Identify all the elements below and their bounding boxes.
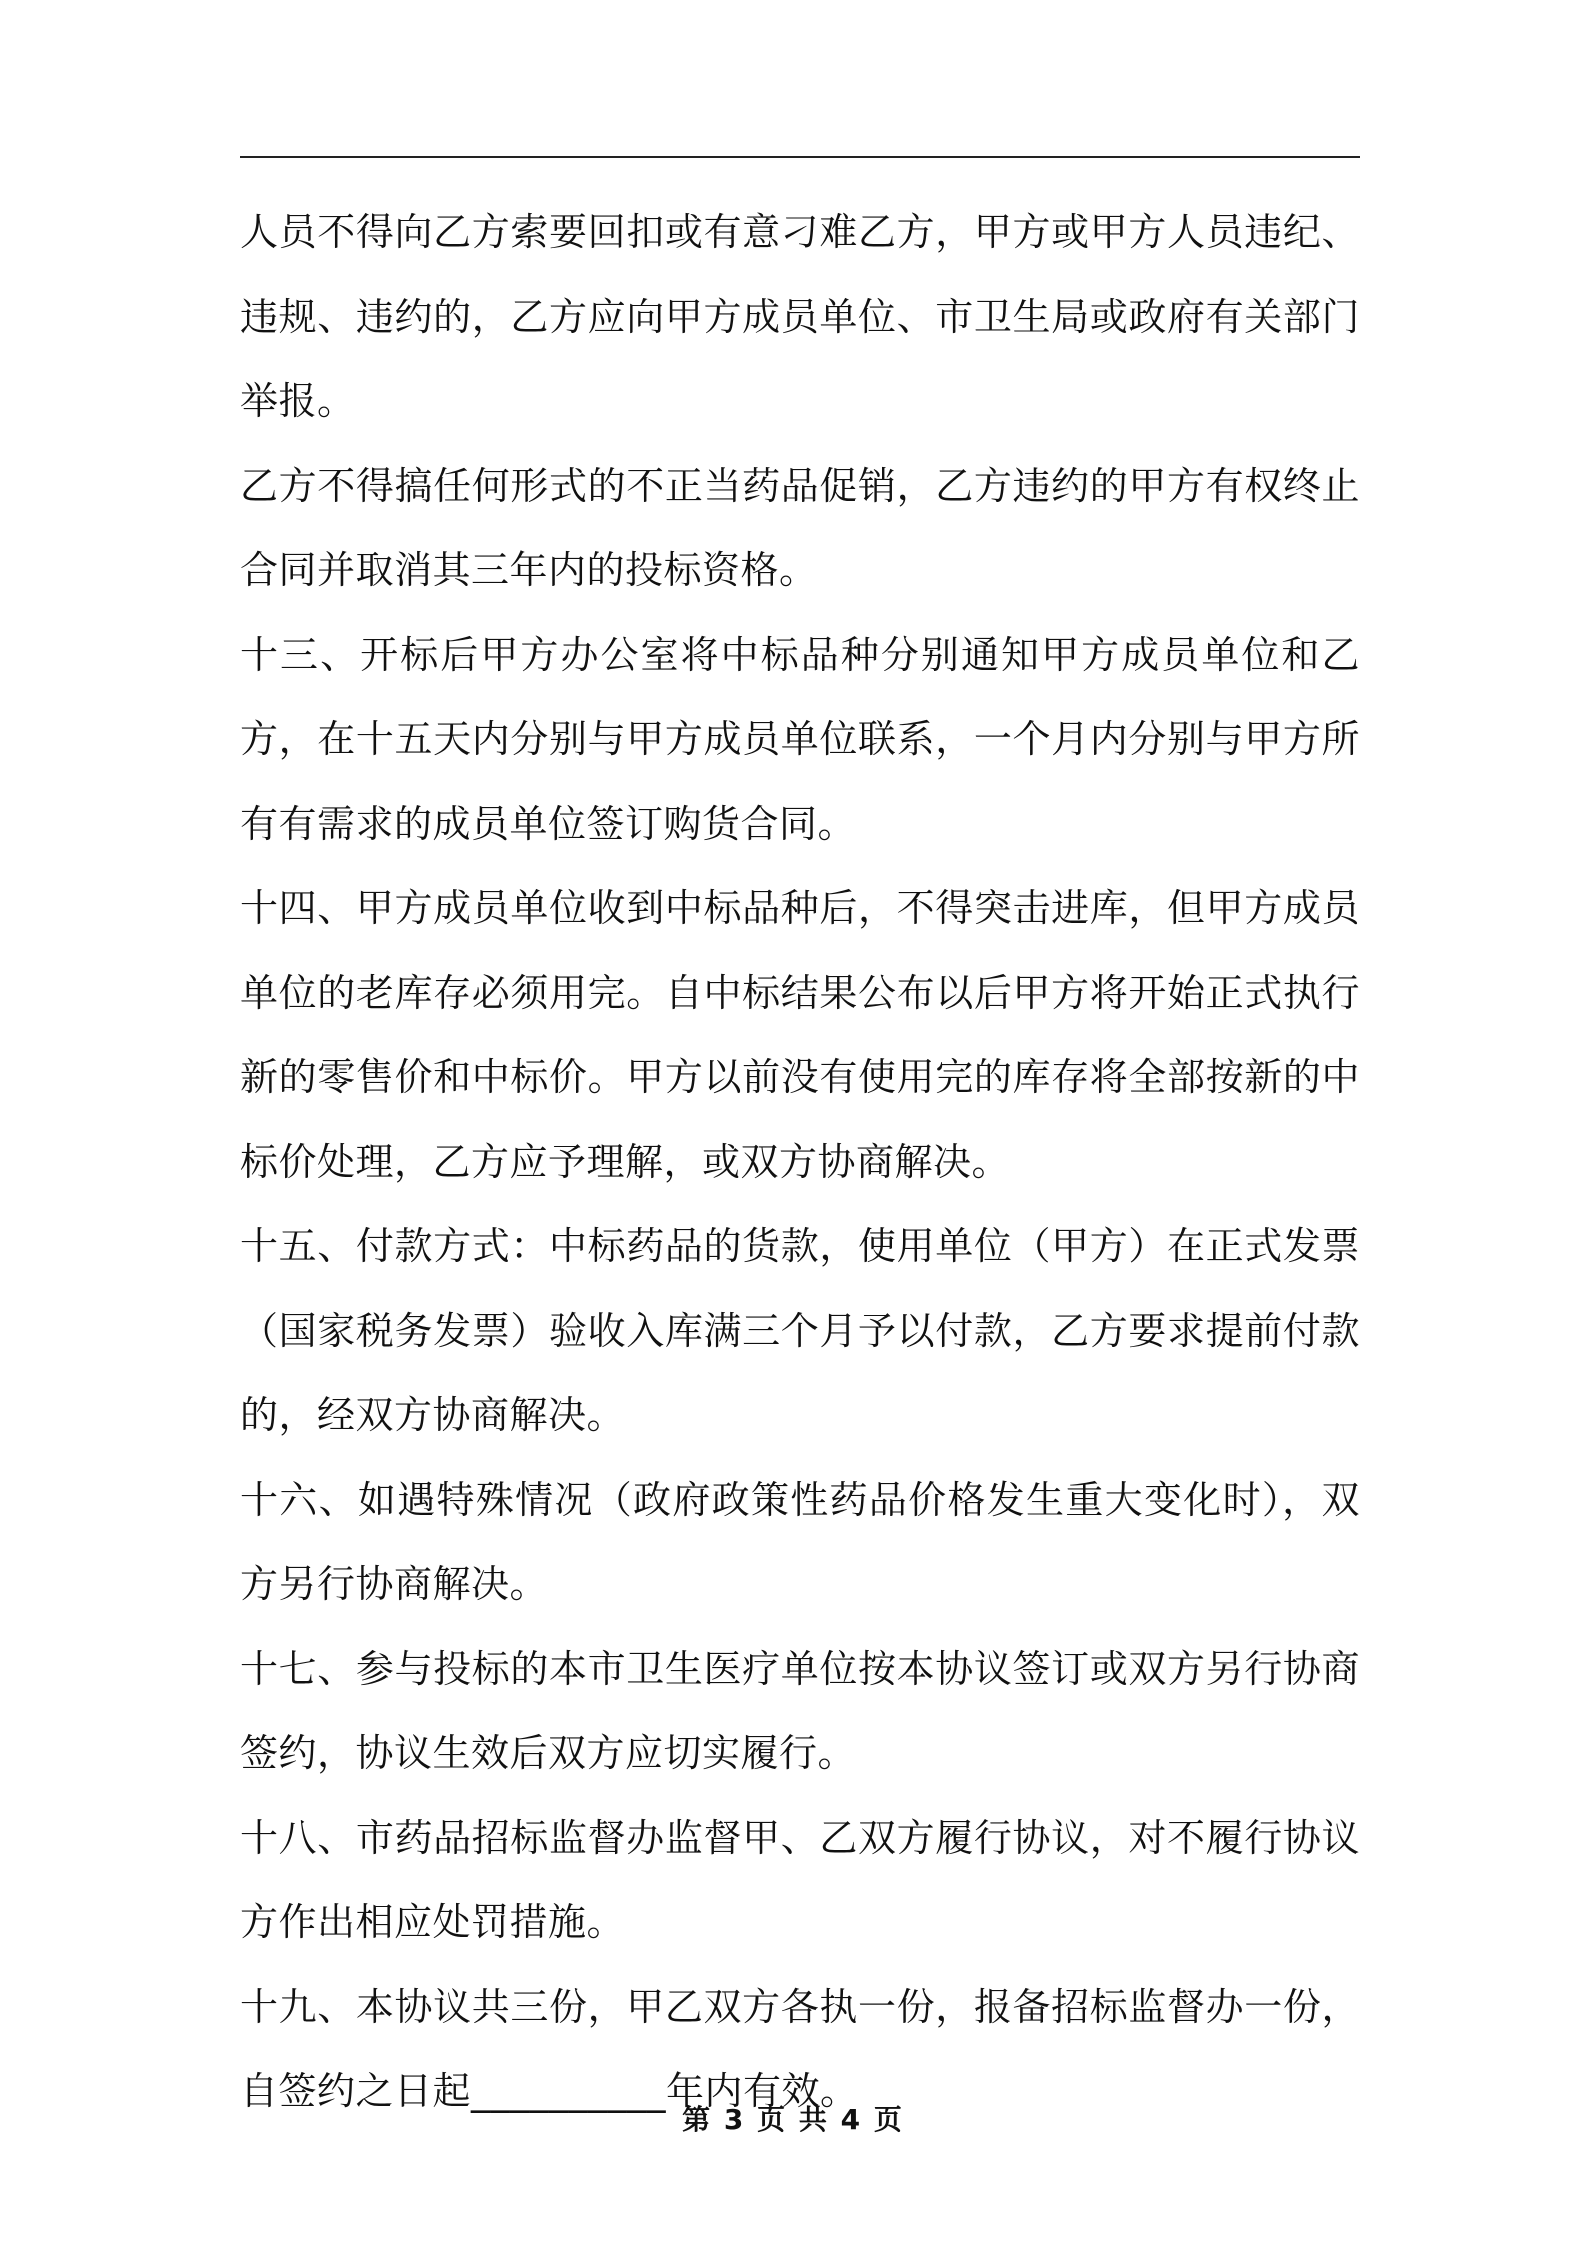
- page-number: 第 3 页 共 4 页: [682, 2103, 904, 2136]
- header-rule: [240, 156, 1360, 158]
- paragraph-clause-13: 十三、开标后甲方办公室将中标品种分别通知甲方成员单位和乙方，在十五天内分别与甲方成员单位联系，一个月内分别与甲方所有有需求的成员单位签订购货合同。: [240, 632, 1360, 846]
- paragraph-clause-17: 十七、参与投标的本市卫生医疗单位按本协议签订或双方另行协商签约，协议生效后双方应切实履行。: [240, 1646, 1360, 1775]
- paragraph-clause-18: 十八、市药品招标监督办监督甲、乙双方履行协议，对不履行协议方作出相应处罚措施。: [240, 1815, 1360, 1944]
- paragraph-clause-19: 十九、本协议共三份，甲乙双方各执一份，报备招标监督办一份，自签约之日起__________年内有效。: [240, 1984, 1360, 2113]
- paragraph-clause-14: 十四、甲方成员单位收到中标品种后，不得突击进库，但甲方成员单位的老库存必须用完。自中标结果公布以后甲方将开始正式执行新的零售价和中标价。甲方以前没有使用完的库存将全部按新的中标价处理，乙方应予理解，或双方协商解决。: [240, 886, 1360, 1184]
- paragraph-1: 人员不得向乙方索要回扣或有意刁难乙方，甲方或甲方人员违纪、违规、违约的，乙方应向甲方成员单位、市卫生局或政府有关部门举报。: [240, 210, 1360, 423]
- paragraph-2: 乙方不得搞任何形式的不正当药品促销，乙方违约的甲方有权终止合同并取消其三年内的投标资格。: [240, 463, 1360, 592]
- document-body: [240, 190, 1360, 2134]
- paragraph-clause-16: 十六、如遇特殊情况（政府政策性药品价格发生重大变化时），双方另行协商解决。: [240, 1477, 1360, 1606]
- paragraph-clause-15: 十五、付款方式：中标药品的货款，使用单位（甲方）在正式发票（国家税务发票）验收入库满三个月予以付款，乙方要求提前付款的，经双方协商解决。: [240, 1224, 1360, 1437]
